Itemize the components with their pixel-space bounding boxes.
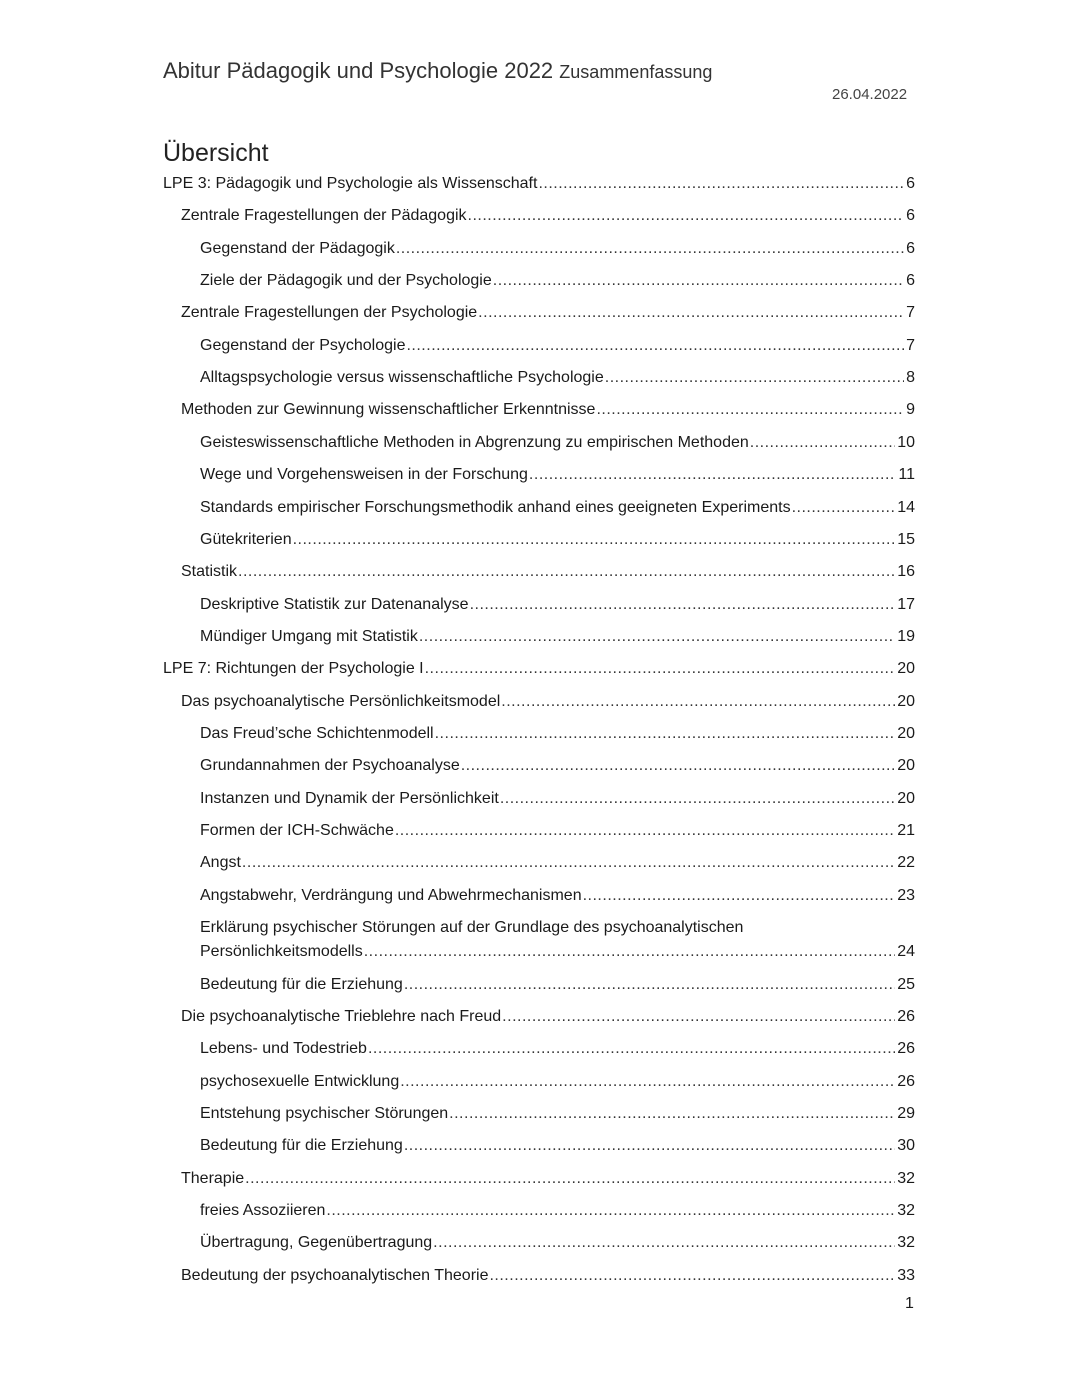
toc-dot-leader (400, 1070, 895, 1094)
toc-entry-label: Ziele der Pädagogik und der Psychologie (200, 272, 492, 290)
toc-dot-leader (529, 463, 896, 487)
toc-entry-page: 9 (906, 401, 915, 419)
toc-entry[interactable] (200, 528, 915, 552)
toc-entry-label: Übertragung, Gegenübertragung (200, 1234, 433, 1252)
toc-dot-leader (493, 269, 904, 293)
toc-entry-page: 29 (897, 1104, 915, 1122)
toc-entry-label: Lebens- und Todestrieb (200, 1040, 367, 1058)
toc-entry-label-continued: Persönlichkeitsmodells (200, 943, 363, 961)
toc-entry-label: Standards empirischer Forschungsmethodik anhand eines geeigneten Experiments (200, 498, 791, 516)
toc-entry-label: Instanzen und Dynamik der Persönlichkeit (200, 789, 499, 807)
toc-entry-page: 22 (897, 854, 915, 872)
toc-entry-label: Bedeutung für die Erziehung (200, 975, 403, 993)
toc-entry[interactable] (200, 1231, 915, 1255)
toc-entry-page: 17 (897, 595, 915, 613)
toc-dot-leader (238, 560, 895, 584)
toc-entry-label: Wege und Vorgehensweisen in der Forschung (200, 466, 528, 484)
toc-entry-page: 32 (897, 1234, 915, 1252)
toc-entry[interactable] (181, 301, 915, 325)
toc-entry[interactable] (200, 625, 915, 649)
toc-entry-page: 21 (897, 822, 915, 839)
toc-entry[interactable] (200, 366, 915, 390)
toc-entry[interactable] (181, 560, 915, 584)
toc-entry-page: 24 (897, 943, 915, 961)
toc-entry-label: LPE 3: Pädagogik und Psychologie als Wissenschaft (163, 175, 538, 192)
toc-dot-leader (368, 1037, 895, 1061)
toc-dot-leader (242, 851, 895, 875)
document-title (163, 58, 712, 84)
toc-entry-page: 11 (898, 466, 915, 484)
toc-entry[interactable] (200, 884, 915, 908)
toc-entry[interactable] (200, 916, 915, 964)
page-number: 1 (905, 1295, 914, 1312)
toc-entry-label: Statistik (181, 563, 238, 581)
toc-entry-label: Entstehung psychischer Störungen (200, 1104, 449, 1122)
toc-dot-leader (396, 237, 904, 261)
toc-dot-leader (792, 496, 896, 520)
toc-entry[interactable] (200, 269, 915, 293)
toc-entry-page: 33 (897, 1266, 915, 1284)
toc-dot-leader (750, 431, 895, 455)
toc-entry-page: 15 (897, 530, 915, 548)
toc-entry[interactable] (163, 172, 915, 196)
toc-entry-label: Formen der ICH-Schwäche (200, 822, 394, 839)
toc-entry-page: 6 (906, 207, 915, 225)
toc-dot-leader (404, 973, 895, 997)
toc-dot-leader (461, 754, 895, 778)
toc-entry-page: 8 (906, 369, 915, 387)
toc-entry[interactable] (200, 851, 915, 875)
toc-entry-label: Geisteswissenschaftliche Methoden in Abgrenzung zu empirischen Methoden (200, 433, 749, 451)
toc-dot-leader (425, 657, 896, 681)
toc-dot-leader (500, 787, 895, 811)
toc-entry[interactable] (181, 398, 915, 422)
toc-dot-leader (502, 1005, 895, 1029)
document-subtitle: Zusammenfassung (559, 62, 713, 82)
toc-entry[interactable] (181, 1264, 915, 1288)
toc-entry[interactable] (181, 1167, 915, 1191)
toc-dot-leader (538, 172, 904, 196)
toc-entry-label: Das Freud’sche Schichtenmodell (200, 724, 434, 742)
toc-entry-label: psychosexuelle Entwicklung (200, 1072, 400, 1090)
toc-dot-leader (468, 204, 905, 228)
toc-dot-leader (364, 940, 895, 964)
toc-dot-leader (583, 884, 896, 908)
toc-entry-label: Gütekriterien (200, 530, 292, 548)
toc-entry[interactable] (200, 1199, 915, 1223)
toc-entry[interactable] (200, 1134, 915, 1158)
toc-entry-page: 20 (897, 692, 915, 710)
toc-entry-label: Deskriptive Statistik zur Datenanalyse (200, 595, 469, 613)
toc-dot-leader (501, 690, 895, 714)
toc-entry[interactable] (200, 754, 915, 778)
toc-entry-page: 19 (897, 627, 915, 645)
toc-entry-page: 25 (897, 975, 915, 993)
toc-entry-label: Erklärung psychischer Störungen auf der Grundlage des psychoanalytischen (200, 919, 744, 937)
toc-dot-leader (404, 1134, 895, 1158)
toc-dot-leader (435, 722, 896, 746)
toc-entry[interactable] (200, 787, 915, 811)
toc-entry-label: Bedeutung der psychoanalytischen Theorie (181, 1266, 489, 1284)
toc-entry-page: 6 (906, 239, 915, 257)
toc-entry-label: Gegenstand der Psychologie (200, 336, 406, 354)
toc-entry-label: Therapie (181, 1169, 245, 1187)
toc-dot-leader (395, 819, 895, 843)
document-date: 26.04.2022 (832, 86, 908, 103)
toc-entry-page: 7 (906, 304, 915, 322)
toc-entry-page: 10 (897, 433, 915, 451)
toc-entry[interactable] (200, 1037, 915, 1061)
toc-entry-page: 7 (906, 336, 915, 354)
toc-entry[interactable] (163, 657, 915, 681)
toc-dot-leader (470, 593, 896, 617)
toc-entry-page: 26 (897, 1072, 915, 1090)
toc-dot-leader (406, 334, 904, 358)
toc-entry-label: Bedeutung für die Erziehung (200, 1137, 403, 1155)
toc-entry-page: 26 (897, 1040, 915, 1058)
toc-entry[interactable] (200, 593, 915, 617)
toc-entry-page: 20 (897, 724, 915, 742)
toc-entry[interactable] (200, 334, 915, 358)
toc-dot-leader (449, 1102, 895, 1126)
toc-dot-leader (489, 1264, 895, 1288)
toc-entry[interactable] (181, 690, 915, 714)
toc-entry-page: 32 (897, 1202, 915, 1219)
toc-entry-label: freies Assoziieren (200, 1202, 326, 1219)
toc-entry-label: Angst (200, 854, 241, 872)
toc-entry-label: Zentrale Fragestellungen der Pädagogik (181, 207, 467, 225)
toc-dot-leader (293, 528, 896, 552)
toc-entry[interactable] (200, 431, 915, 455)
toc-entry-page: 26 (897, 1007, 915, 1025)
toc-entry[interactable] (200, 973, 915, 997)
toc-entry[interactable] (181, 1005, 915, 1029)
toc-entry[interactable] (200, 237, 915, 261)
toc-entry-label: Alltagspsychologie versus wissenschaftliche Psychologie (200, 369, 604, 387)
toc-entry-page: 20 (897, 757, 915, 775)
toc-entry-label: Gegenstand der Pädagogik (200, 239, 395, 257)
toc-entry-page: 14 (897, 498, 915, 516)
toc-entry-label: LPE 7: Richtungen der Psychologie I (163, 660, 424, 678)
toc-entry-page: 30 (897, 1137, 915, 1155)
toc-entry[interactable] (200, 1070, 915, 1094)
toc-entry-label: Methoden zur Gewinnung wissenschaftlicher Erkenntnisse (181, 401, 596, 419)
toc-entry[interactable] (181, 204, 915, 228)
toc-entry[interactable] (200, 819, 915, 843)
toc-entry-page: 20 (897, 789, 915, 807)
toc-entry[interactable] (200, 463, 915, 487)
toc-entry-label: Mündiger Umgang mit Statistik (200, 627, 418, 645)
toc-entry-page: 6 (906, 272, 915, 290)
toc-entry-label: Zentrale Fragestellungen der Psychologie (181, 304, 478, 322)
toc-entry-page: 16 (897, 563, 915, 581)
document-title-main: Abitur Pädagogik und Psychologie 2022 (163, 58, 554, 83)
toc-entry[interactable] (200, 722, 915, 746)
toc-dot-leader (433, 1231, 895, 1255)
toc-entry-page: 6 (906, 175, 915, 192)
toc-dot-leader (326, 1199, 895, 1223)
toc-entry-page: 20 (897, 660, 915, 678)
toc-entry-label: Das psychoanalytische Persönlichkeitsmodel (181, 692, 501, 710)
toc-dot-leader (245, 1167, 895, 1191)
toc-dot-leader (419, 625, 895, 649)
toc-dot-leader (478, 301, 904, 325)
toc-entry-label: Die psychoanalytische Trieblehre nach Freud (181, 1007, 502, 1025)
toc-entry[interactable] (200, 1102, 915, 1126)
toc-entry-label: Grundannahmen der Psychoanalyse (200, 757, 460, 775)
toc-dot-leader (605, 366, 904, 390)
toc-dot-leader (596, 398, 904, 422)
toc-entry[interactable] (200, 496, 915, 520)
toc-heading: Übersicht (163, 139, 269, 167)
toc-entry-label: Angstabwehr, Verdrängung und Abwehrmechanismen (200, 886, 582, 904)
toc-entry-page: 32 (897, 1169, 915, 1187)
toc-entry-page: 23 (897, 886, 915, 904)
